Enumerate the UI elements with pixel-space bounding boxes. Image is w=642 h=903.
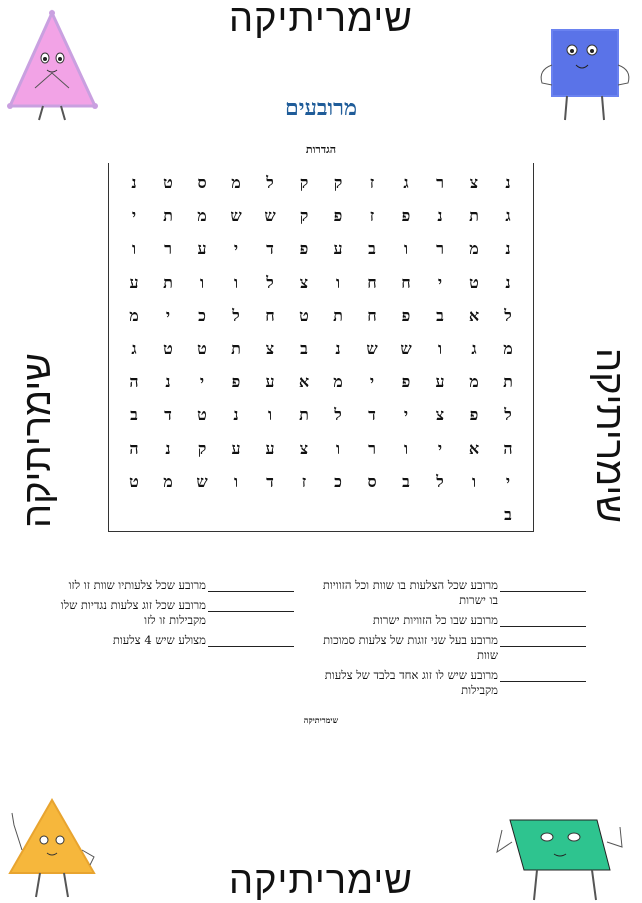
answer-blank[interactable] <box>500 578 586 592</box>
grid-cell: מ <box>333 372 343 392</box>
grid-cell: ס <box>197 173 207 192</box>
grid-cell: ש <box>366 338 378 358</box>
grid-cell: פ <box>231 372 241 392</box>
grid-cell: ה <box>129 438 139 458</box>
grid-cell: ו <box>199 272 205 292</box>
grid-cell: ת <box>333 305 343 325</box>
grid-cell: פ <box>401 305 411 325</box>
grid-cell: ו <box>335 272 341 292</box>
grid-cell: ש <box>400 338 412 358</box>
clue-text: מרובע שבו כל הזוויות ישרות <box>372 613 498 627</box>
grid-cell: ו <box>437 338 443 358</box>
grid-cell: כ <box>198 305 206 325</box>
grid-cell: נ <box>505 239 511 259</box>
grid-cell: י <box>403 405 409 425</box>
grid-cell: נ <box>437 206 443 226</box>
grid-cell: פ <box>299 239 309 259</box>
grid-cell: ש <box>264 206 276 226</box>
grid-cell: י <box>131 206 137 226</box>
grid-cell: ט <box>129 471 139 491</box>
clue-item <box>318 633 586 663</box>
grid-cell: ח <box>367 305 377 325</box>
clue-item <box>318 613 586 628</box>
grid-cell: ע <box>435 372 445 392</box>
green-parallelogram-mascot-icon <box>492 812 637 902</box>
grid-cell: ו <box>233 272 239 292</box>
grid-cell: ע <box>265 372 275 392</box>
grid-cell: י <box>199 372 205 392</box>
grid-cell: ב <box>368 239 376 259</box>
grid-cell: א <box>468 305 480 325</box>
grid-cell: ל <box>504 405 512 425</box>
clue-text: מרובע שכל הצלעות בו שוות וכל הזוויות בו ישרות <box>322 578 498 607</box>
grid-cell: צ <box>299 438 309 458</box>
grid-cell: ל <box>504 305 512 325</box>
grid-cell: י <box>369 372 375 392</box>
grid-cell: ג <box>505 206 511 226</box>
grid-cell: ט <box>163 173 173 192</box>
grid-cell: ק <box>333 173 343 192</box>
grid-cell: ו <box>403 239 409 259</box>
grid-cell: ר <box>368 438 376 458</box>
grid-cell: ב <box>300 338 308 358</box>
grid-cell: ב <box>436 305 444 325</box>
grid-cell: צ <box>299 272 309 292</box>
grid-cell: ח <box>265 305 275 325</box>
grid-cell: ו <box>471 471 477 491</box>
grid-cell: י <box>233 239 239 259</box>
grid-cell: ג <box>471 338 477 358</box>
grid-cell: ש <box>196 471 208 491</box>
grid-cell: צ <box>435 405 445 425</box>
grid-cell: נ <box>505 173 511 192</box>
grid-cell: ת <box>231 338 241 358</box>
page-title: מרובעים <box>284 95 358 121</box>
brand-right: שימריתיקה <box>588 348 632 523</box>
grid-cell: ס <box>367 471 377 491</box>
grid-cell: ה <box>503 438 513 458</box>
grid-cell: ל <box>266 173 274 192</box>
grid-cell: י <box>437 438 443 458</box>
clue-text: מרובע שכל צלעותיו שוות זו לזו <box>68 578 206 592</box>
grid-cell: ת <box>163 206 173 226</box>
grid-cell: י <box>165 305 171 325</box>
answer-blank[interactable] <box>500 613 586 627</box>
grid-cell: צ <box>265 338 275 358</box>
grid-cell: נ <box>233 405 239 425</box>
grid-cell: ר <box>164 239 172 259</box>
grid-cell: ת <box>163 272 173 292</box>
clues-right-column <box>318 578 586 703</box>
clue-text: מרובע שכל זוג צלעות נגדיות שלו מקבילות זו לזו <box>60 598 206 627</box>
grid-cell: מ <box>129 305 139 325</box>
answer-blank[interactable] <box>208 578 294 592</box>
clue-item <box>54 598 294 628</box>
grid-cell: ר <box>436 173 444 192</box>
word-search-grid <box>117 166 525 531</box>
clue-item <box>318 578 586 608</box>
grid-cell: ט <box>197 338 207 358</box>
grid-cell: א <box>468 438 480 458</box>
grid-cell: פ <box>401 206 411 226</box>
grid-cell: ח <box>367 272 377 292</box>
footer-brand: שימריתיקה <box>303 715 339 725</box>
grid-cell: כ <box>334 471 342 491</box>
clues-left-column <box>54 578 294 653</box>
grid-cell: נ <box>131 173 137 192</box>
word-search-box <box>108 163 534 532</box>
grid-cell: ד <box>266 471 274 491</box>
grid-cell: פ <box>333 206 343 226</box>
grid-cell: ט <box>469 272 479 292</box>
grid-cell: מ <box>503 338 513 358</box>
grid-cell: פ <box>469 405 479 425</box>
grid-cell: ז <box>301 471 307 491</box>
grid-cell: ו <box>131 239 137 259</box>
grid-cell: נ <box>335 338 341 358</box>
grid-cell: ק <box>197 438 207 458</box>
grid-cell: א <box>298 372 310 392</box>
grid-cell: צ <box>469 173 479 192</box>
grid-cell: ע <box>231 438 241 458</box>
grid-cell: ש <box>230 206 242 226</box>
grid-cell: מ <box>197 206 207 226</box>
grid-cell: ו <box>335 438 341 458</box>
grid-cell: ר <box>436 239 444 259</box>
grid-cell: ע <box>129 272 139 292</box>
grid-cell: ט <box>197 405 207 425</box>
grid-cell: ו <box>233 471 239 491</box>
grid-cell: ק <box>299 206 309 226</box>
grid-cell: ע <box>265 438 275 458</box>
grid-cell: נ <box>505 272 511 292</box>
clue-text: מרובע שיש לו זוג אחד בלבד של צלעות מקבילות <box>324 668 498 697</box>
answer-blank[interactable] <box>208 633 294 647</box>
grid-cell: ב <box>504 504 512 524</box>
grid-cell: י <box>505 471 511 491</box>
grid-cell: ו <box>267 405 273 425</box>
grid-cell: ד <box>368 405 376 425</box>
grid-cell: ב <box>402 471 410 491</box>
grid-cell: פ <box>401 372 411 392</box>
grid-cell: ב <box>130 405 138 425</box>
section-title: הגדרות <box>305 143 337 156</box>
answer-blank[interactable] <box>500 668 586 682</box>
clue-item <box>318 668 586 698</box>
grid-cell: ת <box>299 405 309 425</box>
grid-cell: ג <box>131 338 137 358</box>
grid-cell: ל <box>334 405 342 425</box>
grid-cell: מ <box>231 173 241 192</box>
answer-blank[interactable] <box>500 633 586 647</box>
clue-text: מצולע שיש 4 צלעות <box>112 633 206 647</box>
grid-cell: נ <box>165 438 171 458</box>
grid-cell: ז <box>369 206 375 226</box>
grid-cell: מ <box>469 372 479 392</box>
brand-top: שימריתיקה <box>229 0 413 40</box>
grid-cell: ל <box>436 471 444 491</box>
grid-cell: ו <box>403 438 409 458</box>
grid-cell: ז <box>369 173 375 192</box>
clue-text: מרובע בעל שני זוגות של צלעות סמוכות שוות <box>323 633 498 662</box>
grid-cell: ט <box>163 338 173 358</box>
grid-cell: ע <box>197 239 207 259</box>
brand-bottom: שימריתיקה <box>229 858 413 902</box>
grid-cell: ה <box>129 372 139 392</box>
grid-cell: ט <box>299 305 309 325</box>
clue-item <box>54 633 294 648</box>
brand-left: שימריתיקה <box>15 353 59 528</box>
grid-cell: ת <box>469 206 479 226</box>
grid-cell: ל <box>266 272 274 292</box>
grid-cell: נ <box>165 372 171 392</box>
grid-cell: מ <box>163 471 173 491</box>
grid-cell: ג <box>403 173 409 192</box>
answer-blank[interactable] <box>208 598 294 612</box>
grid-cell: ד <box>164 405 172 425</box>
grid-cell: ת <box>503 372 513 392</box>
grid-cell: מ <box>469 239 479 259</box>
grid-cell: ק <box>299 173 309 192</box>
clue-item <box>54 578 294 593</box>
grid-cell: ל <box>232 305 240 325</box>
grid-cell: ד <box>266 239 274 259</box>
grid-cell: ע <box>333 239 343 259</box>
grid-cell: ח <box>401 272 411 292</box>
grid-cell: י <box>437 272 443 292</box>
yellow-triangle-mascot-icon <box>2 795 102 900</box>
